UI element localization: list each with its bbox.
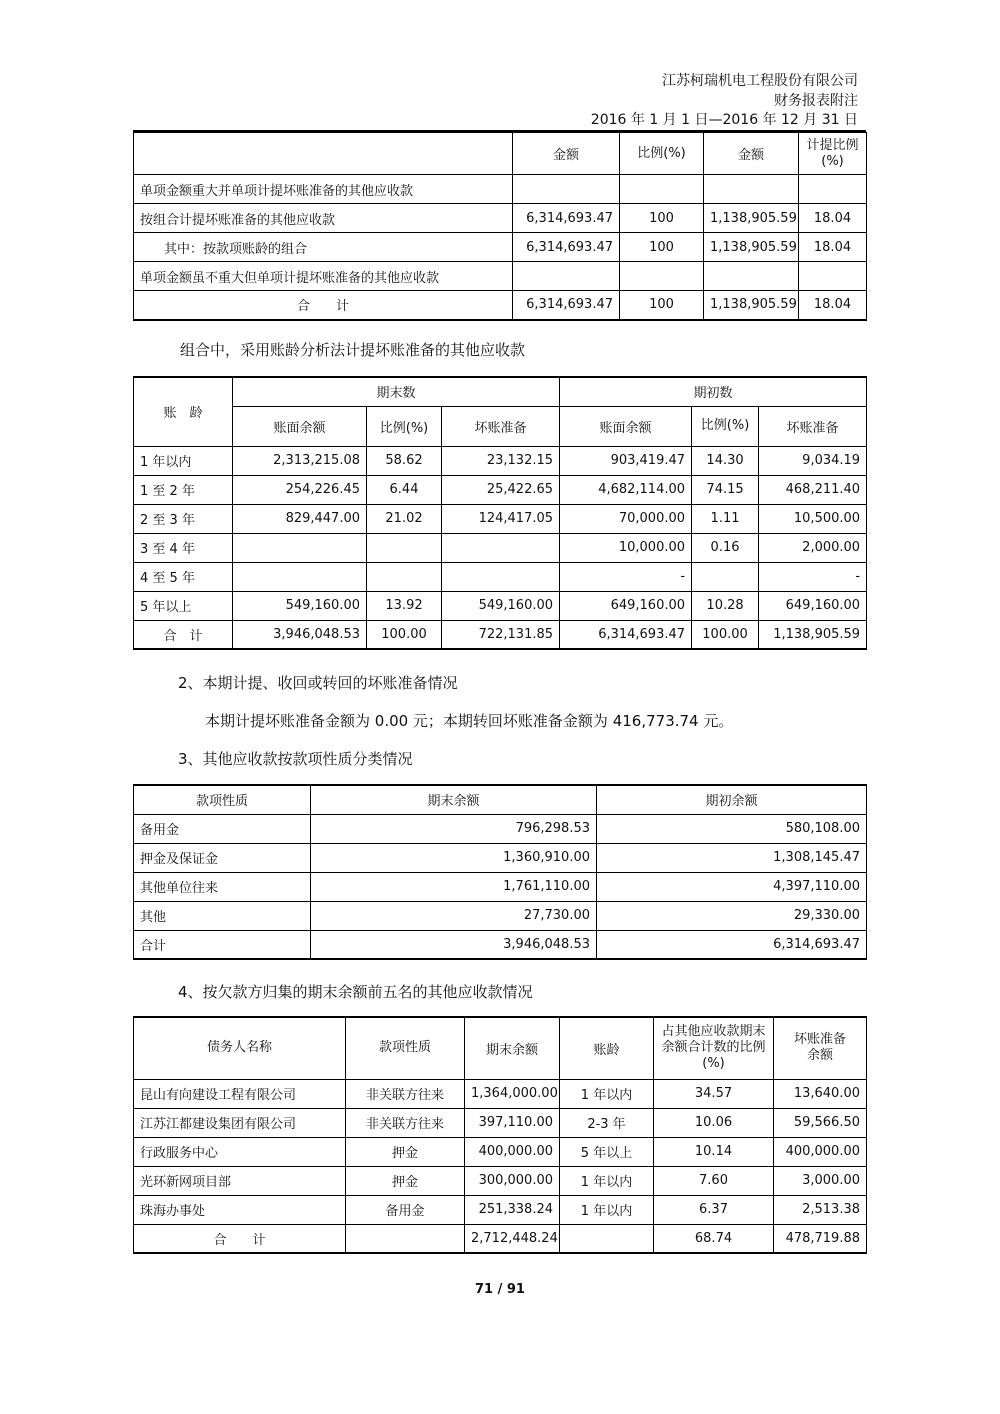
table-row [134,562,867,591]
header-cell: 期初余额 [597,785,867,814]
cell: 13,640.00 [774,1079,867,1108]
cell: 300,000.00 [465,1166,560,1195]
cell: 1,308,145.47 [597,843,867,872]
cell: 29,330.00 [597,901,867,930]
header-cell: 坏账准备 [442,406,560,446]
cell: 1,138,905.59 [704,233,799,262]
row-label: 5 年以上 [134,591,233,620]
cell: 829,447.00 [233,504,367,533]
table-row [134,504,867,533]
table-row [134,591,867,620]
cell [692,562,759,591]
aging-analysis-table [133,376,867,650]
cell [442,562,560,591]
cell: 580,108.00 [597,814,867,843]
cell: 押金 [346,1137,465,1166]
company-name: 江苏柯瑞机电工程股份有限公司 [662,73,858,89]
table-row [134,262,867,291]
cell: 251,338.24 [465,1195,560,1224]
cell: 6,314,693.47 [513,233,620,262]
cell: 备用金 [346,1195,465,1224]
row-label: 2 至 3 年 [134,504,233,533]
cell: 1,138,905.59 [759,620,867,649]
cell: 6.44 [367,475,442,504]
cell [442,533,560,562]
row-label: 珠海办事处 [134,1195,346,1224]
cell [233,533,367,562]
row-label: 其他 [134,901,311,930]
cell: 非关联方往来 [346,1079,465,1108]
table-row [134,446,867,475]
row-label: 光环新网项目部 [134,1166,346,1195]
header-cell: 金额 [513,133,620,175]
document-title: 财务报表附注 [774,93,858,109]
cell: 14.30 [692,446,759,475]
table-row [134,533,867,562]
cell: 1,364,000.00 [465,1079,560,1108]
cell: 2,313,215.08 [233,446,367,475]
cell: 649,160.00 [560,591,692,620]
cell: 74.15 [692,475,759,504]
cell [560,1224,654,1253]
header-cell: 债务人名称 [134,1017,346,1079]
reporting-period: 2016 年 1 月 1 日—2016 年 12 月 31 日 [590,112,858,128]
cell: 58.62 [367,446,442,475]
cell [704,262,799,291]
row-label: 合 计 [134,291,513,320]
row-label: 合 计 [134,1224,346,1253]
row-label: 备用金 [134,814,311,843]
cell: 0.16 [692,533,759,562]
cell: 70,000.00 [560,504,692,533]
cell [367,562,442,591]
cell: 100 [620,204,704,233]
cell: 478,719.88 [774,1224,867,1253]
row-label: 3 至 4 年 [134,533,233,562]
row-label: 其他单位往来 [134,872,311,901]
section-3-title: 3、其他应收款按款项性质分类情况 [178,750,413,768]
cell [513,175,620,204]
cell: - [560,562,692,591]
cell: - [759,562,867,591]
cell: 9,034.19 [759,446,867,475]
cell [367,533,442,562]
table-row [134,475,867,504]
cell: 1,138,905.59 [704,291,799,320]
cell: 397,110.00 [465,1108,560,1137]
cell [620,175,704,204]
cell: 10.28 [692,591,759,620]
row-label: 单项金额重大并单项计提坏账准备的其他应收款 [134,175,513,204]
cell: 非关联方往来 [346,1108,465,1137]
cell [704,175,799,204]
age-header: 账 龄 [134,377,233,446]
total-row [134,1224,867,1253]
cell: 100.00 [367,620,442,649]
cell: 100.00 [692,620,759,649]
cell: 903,419.47 [560,446,692,475]
cell: 2,712,448.24 [465,1224,560,1253]
cell: 3,946,048.53 [311,930,597,959]
cell: 254,226.45 [233,475,367,504]
row-label: 行政服务中心 [134,1137,346,1166]
cell: 押金 [346,1166,465,1195]
cell: 3,946,048.53 [233,620,367,649]
table-row [134,233,867,262]
cell: 23,132.15 [442,446,560,475]
row-label: 江苏江都建设集团有限公司 [134,1108,346,1137]
header-cell: 金额 [704,133,799,175]
cell: 400,000.00 [774,1137,867,1166]
row-label: 押金及保证金 [134,843,311,872]
cell: 10,500.00 [759,504,867,533]
cell: 10.14 [654,1137,774,1166]
cell: 2,513.38 [774,1195,867,1224]
header-cell: 占其他应收款期末余额合计数的比例(%) [654,1017,774,1079]
cell: 1,138,905.59 [704,204,799,233]
cell [513,262,620,291]
table-row [134,175,867,204]
total-row [134,930,867,959]
cell: 6.37 [654,1195,774,1224]
cell: 549,160.00 [233,591,367,620]
header-cell: 账龄 [560,1017,654,1079]
aging-table-caption: 组合中，采用账龄分析法计提坏账准备的其他应收款 [180,341,526,359]
table-header-row [134,133,867,175]
cell: 18.04 [799,204,867,233]
row-label: 4 至 5 年 [134,562,233,591]
cell: 2,000.00 [759,533,867,562]
row-label: 单项金额虽不重大但单项计提坏账准备的其他应收款 [134,262,513,291]
header-cell: 计提比例(%) [799,133,867,175]
section-2-text: 本期计提坏账准备金额为 0.00 元；本期转回坏账准备金额为 416,773.74 元。 [205,712,734,730]
row-label: 其中：按款项账龄的组合 [134,233,513,262]
period-end-header: 期末数 [233,377,560,406]
nature-classification-table [133,784,867,960]
header-cell: 比例(%) [620,133,704,175]
bad-debt-category-table [133,132,867,321]
cell: 1 年以内 [560,1079,654,1108]
row-label: 1 年以内 [134,446,233,475]
row-label: 合计 [134,930,311,959]
table-row [134,1137,867,1166]
cell: 649,160.00 [759,591,867,620]
header-cell: 期末余额 [465,1017,560,1079]
group-header-row [134,377,867,406]
table-row [134,901,867,930]
section-4-title: 4、按欠款方归集的期末余额前五名的其他应收款情况 [178,983,533,1001]
top-five-debtors-table [133,1016,867,1254]
section-2-title: 2、本期计提、收回或转回的坏账准备情况 [178,674,458,692]
cell: 6,314,693.47 [513,204,620,233]
cell: 1,360,910.00 [311,843,597,872]
cell: 5 年以上 [560,1137,654,1166]
cell: 4,682,114.00 [560,475,692,504]
cell: 468,211.40 [759,475,867,504]
cell: 3,000.00 [774,1166,867,1195]
total-row [134,291,867,320]
cell: 1.11 [692,504,759,533]
sub-header-row [134,406,867,446]
cell [799,175,867,204]
table-row [134,843,867,872]
cell: 6,314,693.47 [597,930,867,959]
table-row [134,1166,867,1195]
period-begin-header: 期初数 [560,377,867,406]
cell: 124,417.05 [442,504,560,533]
cell: 100 [620,291,704,320]
cell [620,262,704,291]
header-cell: 坏账准备 [759,406,867,446]
table-row [134,1195,867,1224]
cell: 68.74 [654,1224,774,1253]
row-label: 合 计 [134,620,233,649]
header-cell: 期末余额 [311,785,597,814]
table-row [134,1079,867,1108]
cell: 1,761,110.00 [311,872,597,901]
cell [233,562,367,591]
cell: 100 [620,233,704,262]
page-number: 71 / 91 [475,1282,525,1297]
cell: 549,160.00 [442,591,560,620]
cell: 6,314,693.47 [513,291,620,320]
cell: 2-3 年 [560,1108,654,1137]
header-cell: 坏账准备余额 [774,1017,867,1079]
table-row [134,1108,867,1137]
cell: 722,131.85 [442,620,560,649]
table-row [134,872,867,901]
total-row [134,620,867,649]
header-cell: 款项性质 [134,785,311,814]
cell [799,262,867,291]
header-cell: 比例(%) [367,406,442,446]
cell [346,1224,465,1253]
cell: 10.06 [654,1108,774,1137]
cell: 4,397,110.00 [597,872,867,901]
row-label: 按组合计提坏账准备的其他应收款 [134,204,513,233]
cell: 10,000.00 [560,533,692,562]
cell: 18.04 [799,233,867,262]
header-cell: 账面余额 [560,406,692,446]
cell: 27,730.00 [311,901,597,930]
cell: 25,422.65 [442,475,560,504]
cell: 400,000.00 [465,1137,560,1166]
cell: 21.02 [367,504,442,533]
table-header-row [134,1017,867,1079]
row-label: 1 至 2 年 [134,475,233,504]
cell: 59,566.50 [774,1108,867,1137]
header-cell [134,133,513,175]
cell: 1 年以内 [560,1166,654,1195]
cell: 18.04 [799,291,867,320]
cell: 34.57 [654,1079,774,1108]
cell: 1 年以内 [560,1195,654,1224]
row-label: 昆山有向建设工程有限公司 [134,1079,346,1108]
table-row [134,204,867,233]
cell: 6,314,693.47 [560,620,692,649]
cell: 7.60 [654,1166,774,1195]
header-cell: 款项性质 [346,1017,465,1079]
table-row [134,814,867,843]
header-cell: 比例(%) [692,406,759,446]
cell: 796,298.53 [311,814,597,843]
header-cell: 账面余额 [233,406,367,446]
table-header-row [134,785,867,814]
cell: 13.92 [367,591,442,620]
